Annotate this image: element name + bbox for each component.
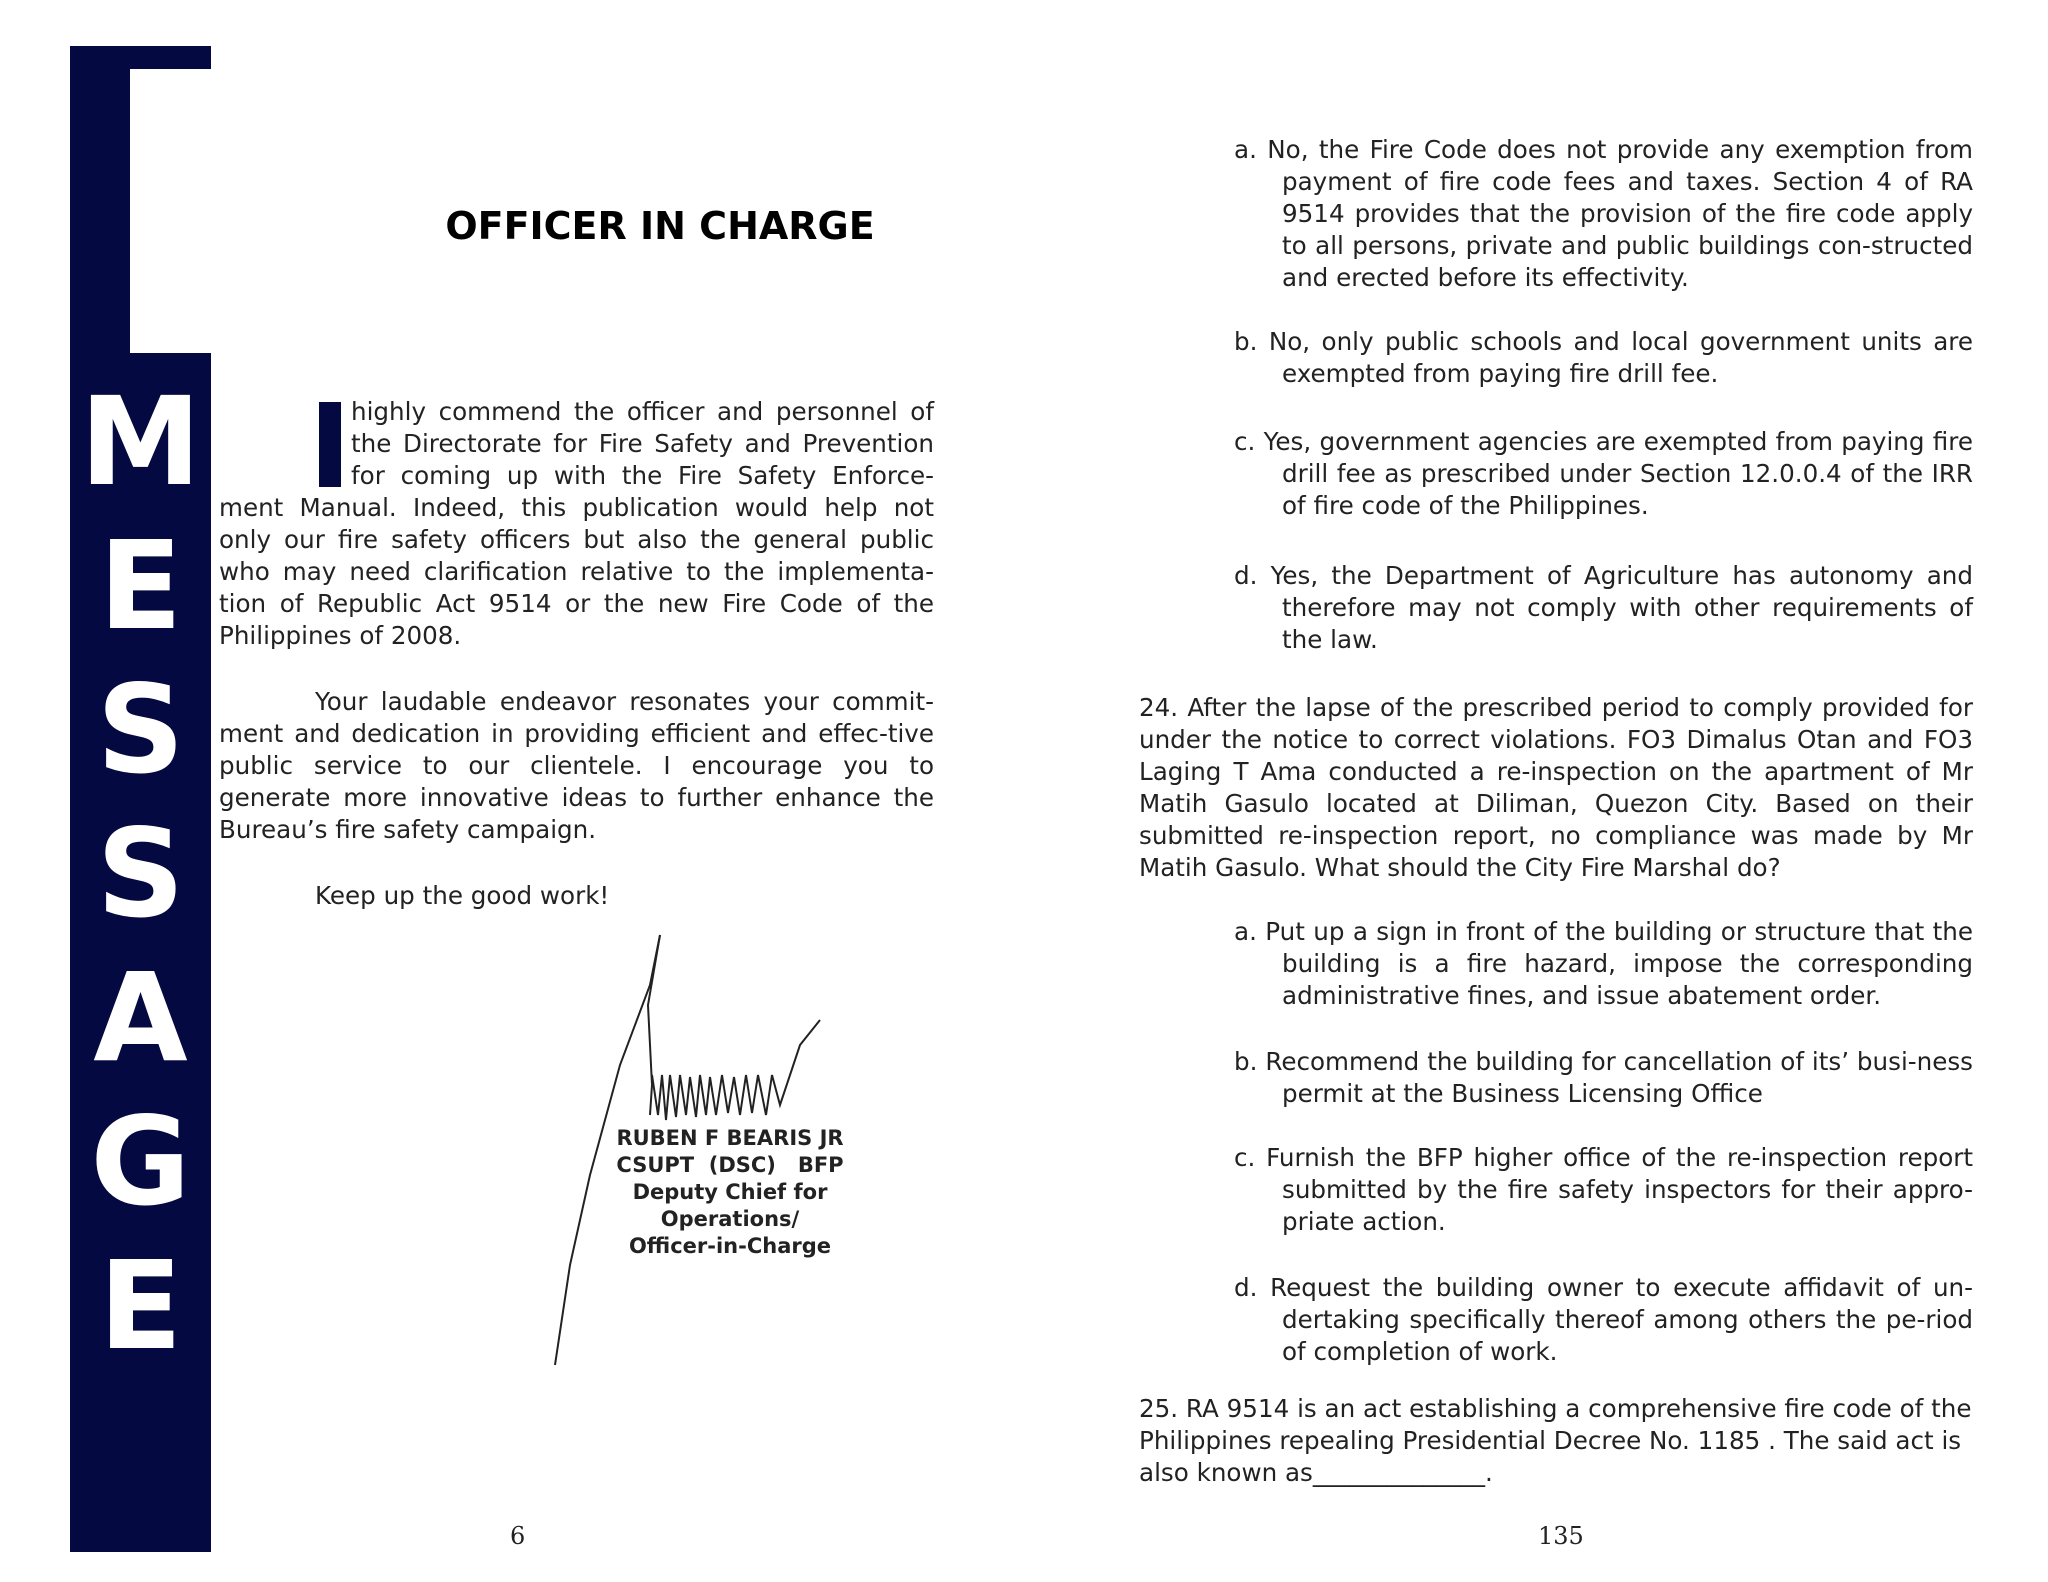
letter-e: E bbox=[98, 515, 183, 657]
letter-s: S bbox=[96, 803, 185, 945]
vertical-title bbox=[70, 370, 211, 1378]
paragraph-1-text: highly commend the officer and personnel of the Directorate for Fire Safety and Prevention for coming up with the Fire Safety Enforce-ment Manual. Indeed, this publication would help not only our fire safety officers but also the general public who may need clarification relative to the implementa-tion of Republic Act 9514 or the new Fire Code of the Philippines of 2008. bbox=[219, 397, 934, 650]
message-paragraph-1 bbox=[219, 396, 934, 652]
q24-option-c: c. Furnish the BFP higher office of the re-inspection report submitted by the fire safety inspectors for their appro-priate action. bbox=[1234, 1143, 1973, 1236]
message-paragraph-3: Keep up the good work! bbox=[315, 881, 610, 910]
letter-m: M bbox=[79, 371, 202, 513]
signatory-block bbox=[560, 1125, 900, 1260]
page-title: OFFICER IN CHARGE bbox=[445, 204, 875, 248]
q24-option-d: d. Request the building owner to execute affidavit of un-dertaking specifically thereof among others the pe-riod of completion of work. bbox=[1234, 1273, 1973, 1366]
question-24: 24. After the lapse of the prescribed period to comply provided for under the notice to correct violations. FO3 Dimalus Otan and FO3 Laging T Ama conducted a re-inspection on the apartment of Mr Matih Gasulo located at Diliman, Quezon City. Based on their submitted re-inspection report, no compliance was made by Mr Matih Gasulo. What should the City Fire Marshal do? bbox=[1139, 693, 1973, 882]
q24-option-a: a. Put up a sign in front of the building or structure that the building is a fire hazard, impose the corresponding administrative fines, and issue abatement order. bbox=[1234, 917, 1973, 1010]
letter-s: S bbox=[96, 659, 185, 801]
q23-option-c: c. Yes, government agencies are exempted from paying fire drill fee as prescribed under Section 12.0.0.4 of the IRR of fire code of the Philippines. bbox=[1234, 427, 1973, 520]
signatory-position-2: Officer-in-Charge bbox=[628, 1234, 832, 1258]
signatory-position-1: Deputy Chief for Operations/ bbox=[632, 1180, 828, 1231]
letter-g: G bbox=[90, 1091, 191, 1233]
page-number-left: 6 bbox=[510, 1522, 526, 1550]
letter-e: E bbox=[98, 1235, 183, 1377]
signatory-name: RUBEN F BEARIS JR bbox=[616, 1126, 844, 1150]
q23-option-d: d. Yes, the Department of Agriculture has autonomy and therefore may not comply with other requirements of the law. bbox=[1234, 561, 1973, 654]
page-number-right: 135 bbox=[1538, 1522, 1584, 1550]
letter-a: A bbox=[93, 947, 188, 1089]
question-25: 25. RA 9514 is an act establishing a comprehensive fire code of the Philippines repealing Presidential Decree No. 1185 . The said act is also known as______________. bbox=[1139, 1394, 1972, 1487]
q24-option-b: b. Recommend the building for cancellation of its’ busi-ness permit at the Business Licensing Office bbox=[1234, 1047, 1973, 1108]
bracket-top bbox=[90, 46, 211, 69]
bracket-cutout bbox=[130, 69, 211, 353]
q23-option-b: b. No, only public schools and local government units are exempted from paying fire drill fee. bbox=[1234, 327, 1973, 388]
signatory-rank: CSUPT (DSC) BFP bbox=[616, 1153, 844, 1177]
message-paragraph-2: Your laudable endeavor resonates your commit-ment and dedication in providing efficient and effec-tive public service to our clientele. I encourage you to generate more innovative ideas to further enhance the Bureau’s fire safety campaign. bbox=[219, 687, 934, 844]
drop-cap-i bbox=[319, 402, 341, 487]
q23-option-a: a. No, the Fire Code does not provide any exemption from payment of fire code fees and taxes. Section 4 of RA 9514 provides that the provision of the fire code apply to all persons, private and public buildings con-structed and erected before its effectivity. bbox=[1234, 135, 1973, 292]
